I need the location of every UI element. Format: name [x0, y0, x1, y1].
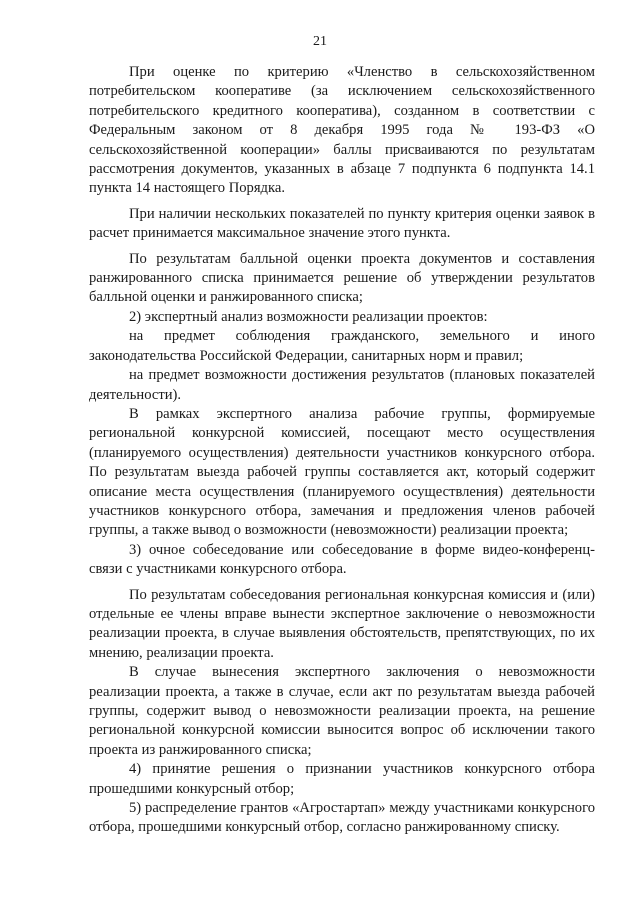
paragraph-grant-distribution: 5) распределение грантов «Агростартап» между участниками конкурсного отбора, прошедшими конкурсный отбор, согласно ранжированному списку. [89, 800, 595, 836]
paragraph-results-achievement: на предмет возможности достижения результатов (плановых показателей деятельности). [89, 367, 595, 403]
paragraph-ranking-decision: По результатам балльной оценки проекта документов и составления ранжированного списка принимается решение об утверждении результатов балльной оценки и ранжированного списка; [89, 250, 595, 306]
page-number: 21 [313, 34, 327, 49]
paragraph-interview: 3) очное собеседование или собеседование в форме видео-конференц-связи с участниками конкурсного отбора. [89, 541, 595, 578]
paragraph-max-value: При наличии нескольких показателей по пункту критерия оценки заявок в расчет принимается максимальное значение этого пункта. [89, 205, 595, 242]
paragraph-legislation-compliance: на предмет соблюдения гражданского, земельного и иного законодательства Российской Федерации, санитарных норм и правил; [89, 328, 595, 364]
paragraph-exclusion: В случае вынесения экспертного заключения о невозможности реализации проекта, а также в случае, если акт по результатам выезда рабочей группы, содержит вывод о невозможности реализации проекта, на решение региональной конкурсной комиссии выносится вопрос об исключении такого проекта из ранжированного списка; [89, 664, 595, 758]
paragraph-working-groups: В рамках экспертного анализа рабочие группы, формируемые региональной конкурсной комиссией, посещают место осуществления (планируемого осуществления) деятельности участников конкурсного отбора. По результатам выезда рабочей группы составляется акт, который содержит описание места осуществления (планируемого осуществления) деятельности участников конкурсного отбора, замечания и предложения членов рабочей группы, а также вывод о возможности (невозможности) реализации проекта; [89, 405, 595, 539]
document-body [89, 63, 595, 838]
paragraph-expert-analysis: 2) экспертный анализ возможности реализации проектов: [129, 308, 488, 325]
paragraph-criterion-membership: При оценке по критерию «Членство в сельскохозяйственном потребительском кооперативе (за исключением сельскохозяйственного потребительского кредитного кооператива), созданном в соответствии с Федеральным законом от 8 декабря 1995 года № 193-ФЗ «О сельскохозяйственной кооперации» баллы присваиваются по результатам рассмотрения документов, указанных в абзаце 7 подпункта 6 подпункта 14.1 пункта 14 настоящего Порядка. [89, 64, 595, 197]
paragraph-decision: 4) принятие решения о признании участников конкурсного отбора прошедшими конкурсный отбор; [89, 761, 595, 797]
paragraph-interview-results: По результатам собеседования региональная конкурсная комиссия и (или) отдельные ее члены вправе вынести экспертное заключение о невозможности реализации проекта, в случае выявления обстоятельств, препятствующих, по их мнению, реализации проекта. [89, 586, 595, 661]
